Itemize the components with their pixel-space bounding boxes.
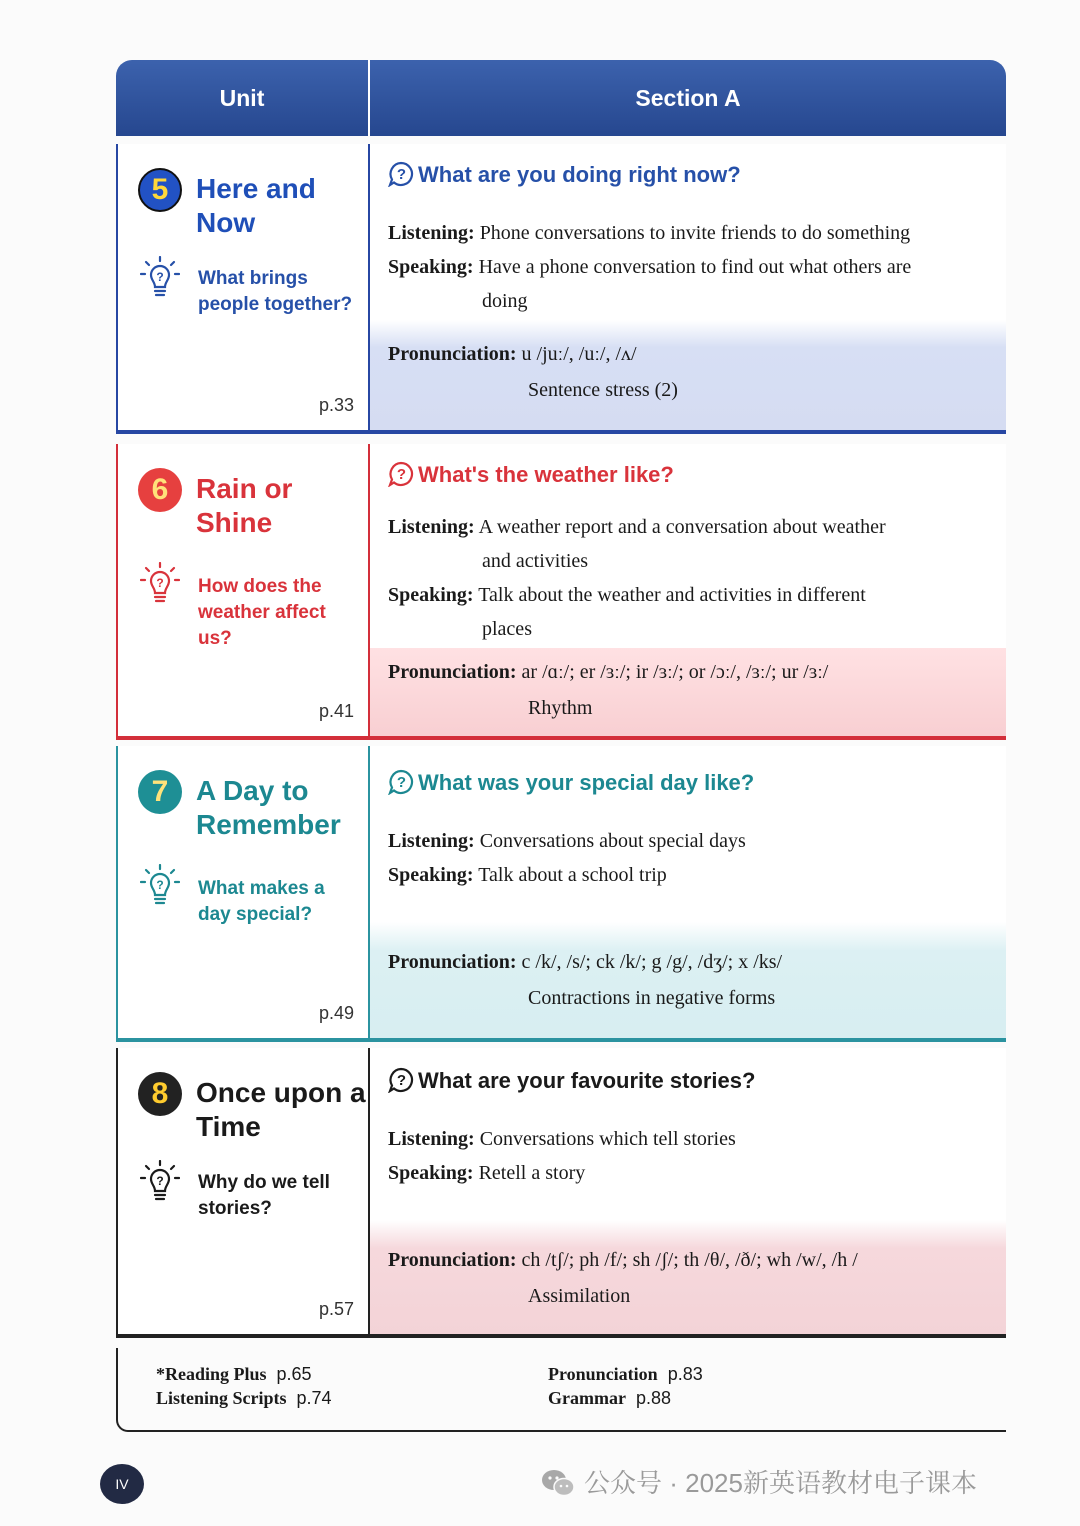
speaking-line — [388, 1156, 988, 1190]
unit-title-line: Rain or — [196, 473, 293, 504]
big-question-line: us? — [198, 628, 232, 649]
big-question — [198, 266, 368, 318]
header-unit: Unit — [116, 60, 370, 136]
listening-text: Conversations which tell stories — [479, 1128, 736, 1150]
unit-row-6 — [116, 444, 1006, 740]
pronunciation-label: Pronunciation: — [388, 343, 517, 365]
pronunciation-box — [370, 1220, 1006, 1334]
section-cell — [370, 444, 1006, 740]
unit-title-line: Here and — [196, 173, 316, 204]
unit-title-line: Now — [196, 207, 256, 238]
pronunciation-label: Pronunciation: — [388, 1249, 517, 1271]
page-number: p.57 — [318, 1299, 354, 1319]
watermark-text: 公众号 · 2025新英语教材电子课本 — [584, 1468, 977, 1498]
pronunciation-label: Pronunciation: — [388, 951, 517, 973]
pronunciation-box — [370, 320, 1006, 430]
big-question-line: weather affect — [198, 602, 326, 623]
footer-item — [548, 1362, 703, 1386]
listening-speaking — [388, 510, 988, 646]
section-cell — [370, 746, 1006, 1042]
listening-label: Listening: — [388, 222, 475, 244]
footer-item-page: p.65 — [276, 1364, 312, 1384]
table-header — [116, 60, 1006, 136]
unit-title — [196, 172, 370, 240]
speaking-label: Speaking: — [388, 1162, 474, 1184]
unit-title-line: Shine — [196, 507, 273, 538]
footer-item-page: p.88 — [635, 1388, 672, 1408]
listening-speaking — [388, 216, 988, 318]
unit-row-8 — [116, 1048, 1006, 1338]
unit-cell — [116, 746, 370, 1042]
pronunciation-line — [388, 944, 1006, 980]
unit-title — [196, 472, 370, 540]
pronunciation-label: Pronunciation: — [388, 661, 517, 683]
unit-title-line: Remember — [196, 809, 341, 840]
page-folio: IV — [100, 1464, 144, 1504]
speech-question-icon — [388, 769, 414, 795]
pronunciation-line — [388, 654, 1006, 690]
listening-line — [388, 824, 988, 858]
unit-number-badge: 7 — [138, 770, 182, 814]
big-question — [198, 574, 368, 652]
speaking-label: Speaking: — [388, 864, 474, 886]
section-cell — [370, 1048, 1006, 1338]
big-question-line: What makes a — [198, 878, 325, 899]
pronunciation-box — [370, 648, 1006, 736]
watermark — [540, 1466, 977, 1500]
listening-speaking — [388, 1122, 988, 1190]
section-question-text: What was your special day like? — [418, 770, 755, 795]
pronunciation-text-cont: Contractions in negative forms — [528, 987, 776, 1009]
section-question-text: What's the weather like? — [418, 462, 674, 487]
speech-question-icon — [388, 461, 414, 487]
unit-title — [196, 1076, 370, 1144]
pronunciation-text: ar /ɑː/; er /ɜː/; ir /ɜː/; or /ɔː/, /ɜː/; ur /ɜː/ — [521, 661, 829, 683]
pronunciation-text-cont: Rhythm — [528, 697, 593, 719]
footer-item — [548, 1386, 703, 1410]
speaking-text: Have a phone conversation to find out what others are — [478, 256, 912, 278]
section-question — [388, 768, 754, 798]
unit-cell — [116, 144, 370, 434]
section-question — [388, 160, 741, 190]
speaking-label: Speaking: — [388, 256, 474, 278]
unit-row-5 — [116, 144, 1006, 434]
lightbulb-question-icon — [140, 256, 180, 300]
section-question — [388, 460, 674, 490]
section-question-text: What are you doing right now? — [418, 162, 741, 187]
big-question-line: How does the — [198, 576, 322, 597]
unit-title-line: Time — [196, 1111, 261, 1142]
listening-speaking — [388, 824, 988, 892]
unit-cell — [116, 1048, 370, 1338]
speaking-line — [388, 250, 988, 284]
footer-item-label: Grammar — [548, 1388, 626, 1408]
unit-title-line: A Day to — [196, 775, 309, 806]
pronunciation-text-cont: Assimilation — [528, 1285, 631, 1307]
page-number: p.41 — [318, 701, 354, 721]
footer-item — [156, 1362, 332, 1386]
listening-label: Listening: — [388, 1128, 475, 1150]
footer-item-page: p.74 — [296, 1388, 332, 1408]
page-number: p.49 — [318, 1003, 354, 1023]
lightbulb-question-icon — [140, 562, 180, 606]
section-question — [388, 1066, 755, 1096]
footer-left-column — [156, 1362, 332, 1410]
footer-item-label: Pronunciation — [548, 1364, 658, 1384]
unit-number-badge: 5 — [138, 168, 182, 212]
lightbulb-question-icon — [140, 1160, 180, 1204]
speech-question-icon — [388, 1067, 414, 1093]
unit-number-badge: 6 — [138, 468, 182, 512]
big-question-line: people together? — [198, 294, 353, 315]
page-number: p.33 — [318, 395, 354, 415]
speaking-line — [388, 578, 988, 612]
big-question-line: Why do we tell — [198, 1172, 330, 1193]
listening-label: Listening: — [388, 830, 475, 852]
contents-table — [116, 60, 1006, 1432]
listening-text: Conversations about special days — [479, 830, 746, 852]
footer-item-label: Listening Scripts — [156, 1388, 287, 1408]
big-question — [198, 1170, 368, 1222]
unit-cell — [116, 444, 370, 740]
speaking-text: Talk about a school trip — [478, 864, 667, 886]
listening-text: Phone conversations to invite friends to do something — [479, 222, 911, 244]
pronunciation-line — [388, 336, 1006, 372]
listening-line — [388, 1122, 988, 1156]
pronunciation-text-cont: Sentence stress (2) — [528, 379, 678, 401]
header-section-a: Section A — [635, 85, 741, 111]
speaking-line — [388, 858, 988, 892]
section-question-text: What are your favourite stories? — [418, 1068, 756, 1093]
big-question — [198, 876, 368, 928]
listening-line — [388, 216, 988, 250]
listening-line — [388, 510, 988, 544]
footer-item-label: *Reading Plus — [156, 1364, 267, 1384]
pronunciation-text: u /juː/, /uː/, /ʌ/ — [521, 343, 637, 365]
listening-text-cont: and activities — [482, 550, 589, 572]
unit-row-7 — [116, 746, 1006, 1042]
pronunciation-text: ch /tʃ/; ph /f/; sh /ʃ/; th /θ/, /ð/; wh /w/, /h / — [521, 1249, 858, 1271]
pronunciation-box — [370, 922, 1006, 1038]
unit-number-badge: 8 — [138, 1072, 182, 1116]
big-question-line: day special? — [198, 904, 313, 925]
big-question-line: stories? — [198, 1198, 272, 1219]
footer-right-column — [548, 1362, 703, 1410]
speaking-text-cont: places — [482, 618, 532, 640]
big-question-line: What brings — [198, 268, 308, 289]
pronunciation-text: c /k/, /s/; ck /k/; g /g/, /dʒ/; x /ks/ — [521, 951, 783, 973]
speech-question-icon — [388, 161, 414, 187]
speaking-text-cont: doing — [482, 290, 528, 312]
appendix-footer — [116, 1348, 1006, 1432]
footer-item — [156, 1386, 332, 1410]
footer-item-page: p.83 — [667, 1364, 703, 1384]
section-cell — [370, 144, 1006, 434]
pronunciation-line — [388, 1242, 1006, 1278]
speaking-label: Speaking: — [388, 584, 474, 606]
unit-title — [196, 774, 370, 842]
unit-title-line: Once upon a — [196, 1077, 366, 1108]
speaking-text: Retell a story — [478, 1162, 586, 1184]
wechat-icon — [540, 1468, 576, 1498]
speaking-text: Talk about the weather and activities in different — [478, 584, 866, 606]
listening-text: A weather report and a conversation about weather — [478, 516, 886, 538]
listening-label: Listening: — [388, 516, 475, 538]
lightbulb-question-icon — [140, 864, 180, 908]
